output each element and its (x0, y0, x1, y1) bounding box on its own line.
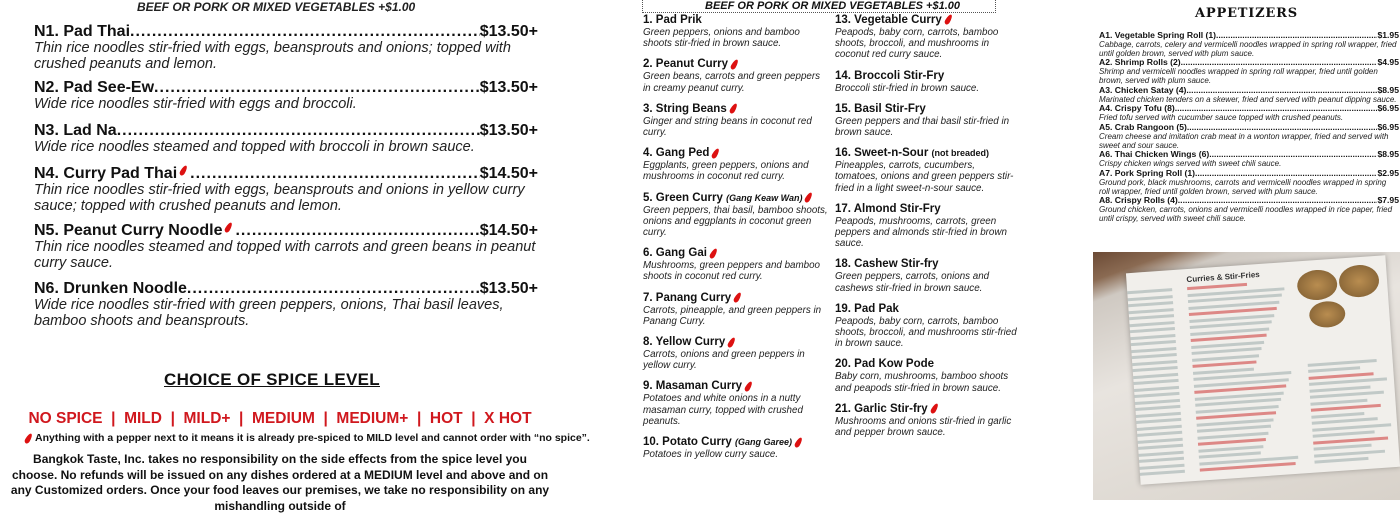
photo-text-line (1131, 347, 1176, 353)
dot-leader (190, 165, 480, 182)
noodle-item (34, 165, 538, 214)
appetizer-item-description: Ground pork, black mushrooms, carrots and vermicelli noodles wrapped in spring roll wrapper, fried until golden brown, served with plum sauce. (1099, 177, 1387, 196)
pepper-icon (711, 147, 721, 159)
noodle-item (34, 23, 538, 72)
appetizer-item-description: Ground chicken, carrots, onions and vermicelli noodles wrapped in rice paper, fried until crispy, served with sweet chili sauce. (1099, 205, 1393, 223)
photo-text-line (1134, 385, 1179, 391)
photo-text-line (1132, 359, 1177, 365)
noodle-item-price: $13.50+ (479, 280, 538, 297)
photo-text-line (1132, 353, 1177, 359)
curry-item (643, 58, 828, 93)
curry-item-description: Baby corn, mushrooms, bamboo shoots and peapods stir-fried in brown sauce. (835, 371, 1009, 394)
noodle-item (34, 79, 538, 112)
photo-text-line (1308, 366, 1360, 373)
header-cut-text: BEEF OR PORK OR MIXED VEGETABLES +$1.00 (137, 0, 416, 14)
appetizer-item (1099, 31, 1399, 58)
curry-item-header (835, 358, 1020, 371)
photo-text-line (1314, 449, 1385, 457)
curry-item-name: 10. Potato Curry (643, 436, 732, 449)
photo-text-line (1128, 295, 1173, 301)
spice-note-text: Anything with a pepper next to it means it is already pre-spiced to MILD level and cannot order with “no spice”. (35, 432, 590, 444)
curry-item-header (835, 403, 1020, 416)
photo-text-line (1314, 444, 1372, 451)
pepper-icon (733, 292, 743, 304)
photo-text-line (1139, 450, 1184, 456)
curry-item-header (643, 380, 828, 393)
appetizer-item-description: Cream cheese and imitation crab meat in a wonton wrapper, fried and served with sweet and sour sauce. (1099, 131, 1389, 150)
curry-item-description: Peapods, mushrooms, carrots, green peppers and almonds stir-fried in brown sauce. (835, 215, 1007, 250)
photo-text-line (1139, 463, 1184, 469)
photo-text-line (1127, 288, 1172, 294)
noodle-item-header (34, 122, 538, 139)
dot-leader (154, 79, 480, 96)
curry-item (835, 303, 1020, 350)
curry-item-description: Green peppers and thai basil stir-fried in brown sauce. (835, 115, 1010, 139)
photo-text-line (1138, 437, 1183, 443)
photo-heading: Curries & Stir-Fries (1186, 270, 1261, 285)
noodle-item-name: N5. Peanut Curry Noodle (34, 222, 223, 239)
curry-item-description: Potatoes and white onions in a nutty masaman curry, topped with crushed peanuts. (643, 393, 803, 427)
appetizer-item-name: A8. Crispy Rolls (4) (1099, 195, 1178, 206)
curry-item-description: Peapods, baby corn, carrots, bamboo shoots, broccoli, and mushrooms stir-fried in brown sauce. (835, 315, 1017, 350)
disclaimer: Bangkok Taste, Inc. takes no responsibility on the side effects from the spice level you choose. No refunds will be issued on any dishes ordered at a MEDIUM level and above and on any Customized orders. Once your food leaves our premises, we take no responsibility on any mishandling outside of (10, 452, 550, 513)
pepper-icon (804, 192, 814, 204)
pepper-icon (224, 221, 234, 233)
appetizer-item-price: $1.95 (1377, 30, 1399, 40)
appetizer-item-name: A6. Thai Chicken Wings (6) (1099, 149, 1210, 160)
curry-item-description: Broccoli stir-fried in brown sauce. (835, 82, 980, 94)
photo-text-line (1311, 404, 1381, 412)
pepper-icon (943, 14, 953, 26)
pepper-icon (728, 103, 738, 115)
curry-item-header (835, 147, 1020, 160)
pepper-icon (727, 336, 737, 348)
header-cut-text: BEEF OR PORK OR MIXED VEGETABLES +$1.00 (705, 0, 960, 12)
curry-item-name: 4. Gang Ped (643, 147, 710, 160)
noodle-item-price: $13.50+ (479, 23, 538, 40)
curry-item-name: 17. Almond Stir-Fry (835, 202, 941, 215)
photo-text-line (1311, 412, 1364, 419)
curries-left-column (643, 14, 828, 469)
menu-sheet-photo (1126, 255, 1400, 485)
curry-item-name: 3. String Beans (643, 102, 727, 115)
curry-item-header (643, 147, 828, 160)
photo-text-line (1137, 424, 1182, 430)
dot-leader (130, 23, 480, 40)
noodle-item-header (34, 79, 538, 96)
spice-note (22, 432, 590, 444)
curry-item-name: 5. Green Curry (643, 191, 723, 204)
curry-item-name: 19. Pad Pak (835, 302, 899, 315)
noodle-item-price: $14.50+ (479, 222, 538, 239)
curry-item (643, 336, 828, 371)
curry-item-description: Peapods, baby corn, carrots, bamboo shoots, broccoli, and mushrooms in coconut red curry sauce. (835, 27, 999, 61)
noodle-item-header (34, 23, 538, 40)
curry-item-name: 14. Broccoli Stir-Fry (835, 69, 945, 82)
curry-item-subtitle: (not breaded) (931, 148, 990, 159)
curry-item-header (643, 336, 828, 349)
food-photo (1338, 264, 1380, 299)
curry-item-subtitle: (Gang Keaw Wan) (726, 192, 803, 203)
pepper-icon (730, 58, 740, 70)
photo-text-line (1313, 436, 1388, 444)
noodle-item-name: N3. Lad Na (34, 122, 117, 139)
curry-item (835, 14, 1020, 61)
noodle-item-name: N2. Pad See-Ew (34, 79, 155, 96)
curry-item-description: Green peppers, thai basil, bamboo shoots, onions and eggplants in coconut green curry. (643, 204, 828, 239)
noodle-item-header (34, 280, 538, 297)
appetizer-item-name: A1. Vegetable Spring Roll (1) (1099, 30, 1216, 40)
curry-item-header (835, 258, 1020, 271)
curry-item-name: 15. Basil Stir-Fry (835, 102, 926, 115)
curry-item-description: Carrots, pineapple, and green peppers in Panang Curry. (643, 304, 822, 327)
curry-item-name: 16. Sweet-n-Sour (835, 147, 929, 160)
photo-text-line (1310, 391, 1384, 399)
curry-item (643, 147, 828, 182)
curry-item-name: 20. Pad Kow Pode (835, 358, 935, 371)
curry-item-name: 6. Gang Gai (643, 247, 707, 260)
appetizer-item-name: A4. Crispy Tofu (8) (1099, 103, 1175, 114)
noodle-item-price: $14.50+ (479, 165, 538, 182)
curry-item-description: Mushrooms, green peppers and bamboo shoots in coconut red curry. (643, 260, 820, 283)
curry-item (643, 247, 828, 282)
curry-item (643, 292, 828, 327)
noodle-item-description: Thin rice noodles stir-fried with eggs, beansprouts and onions; topped with crushed peanuts and lemon. (34, 40, 511, 72)
appetizer-item-description: Fried tofu served with cucumber sauce topped with crushed peanuts. (1099, 113, 1344, 123)
curry-item (643, 14, 828, 49)
curries-menu-panel (630, 0, 1017, 500)
appetizer-item-name: A5. Crab Rangoon (5) (1099, 121, 1187, 132)
photo-text-line (1133, 372, 1178, 378)
photo-text-line (1128, 301, 1173, 307)
curry-item-header (643, 192, 828, 205)
menu-photo (1093, 252, 1400, 500)
curry-item (835, 103, 1020, 138)
appetizer-item (1099, 86, 1399, 105)
noodle-item-name: N4. Curry Pad Thai (34, 165, 178, 182)
curry-item-header (835, 303, 1020, 316)
spice-level-title: CHOICE OF SPICE LEVEL (164, 370, 380, 389)
photo-text-line (1309, 377, 1387, 385)
photo-text-line (1130, 334, 1175, 340)
curry-item-description: Potatoes in yellow curry sauce. (643, 449, 779, 461)
photo-text-line (1136, 411, 1181, 417)
noodle-item-description: Wide rice noodles stir-fried with eggs and broccoli. (34, 96, 357, 112)
photo-text-line (1136, 418, 1181, 424)
appetizer-item-price: $7.95 (1377, 195, 1399, 206)
curry-item-description: Ginger and string beans in coconut red curry. (643, 115, 812, 139)
noodle-item (34, 122, 538, 155)
appetizer-item-description: Crispy chicken wings served with sweet chili sauce. (1099, 159, 1282, 169)
appetizer-item-price: $6.95 (1377, 103, 1399, 114)
curry-item (643, 192, 828, 239)
curries-right-column (835, 14, 1020, 447)
curry-item-name: 7. Panang Curry (643, 291, 732, 304)
curry-item-name: 21. Garlic Stir-fry (835, 402, 928, 415)
curry-item (835, 358, 1020, 393)
photo-text-line (1135, 405, 1180, 411)
appetizer-item (1099, 58, 1399, 85)
photo-text-line (1133, 366, 1178, 372)
appetizer-item-price: $6.95 (1377, 121, 1399, 132)
curry-item-header (643, 103, 828, 116)
food-photo (1308, 300, 1346, 328)
pepper-icon (929, 403, 939, 415)
photo-text-line (1308, 359, 1377, 367)
dot-leader (117, 122, 480, 139)
noodle-item-description: Wide rice noodles stir-fried with green peppers, onions, Thai basil leaves, bamboo shoots and beansprouts. (34, 297, 504, 329)
curry-item (643, 380, 828, 427)
photo-text-line (1135, 398, 1180, 404)
photo-text-line (1140, 470, 1185, 476)
photo-text-line (1139, 457, 1184, 463)
curry-item-name: 2. Peanut Curry (643, 58, 728, 71)
curry-item-name: 9. Masaman Curry (643, 380, 743, 393)
curry-item-description: Carrots, onions and green peppers in yellow curry. (643, 349, 805, 372)
curry-item (643, 103, 828, 138)
curry-item-header (835, 103, 1020, 116)
curry-item (835, 258, 1020, 293)
noodle-item-description: Wide rice noodles steamed and topped with broccoli in brown sauce. (34, 139, 475, 155)
pepper-icon (709, 247, 719, 259)
appetizer-list (1099, 31, 1399, 224)
spice-levels: NO SPICE | MILD | MILD+ | MEDIUM | MEDIUM+ | HOT | X HOT (28, 410, 532, 427)
curry-item-header (643, 436, 828, 449)
appetizer-item-price: $8.95 (1377, 149, 1399, 160)
photo-text-line (1129, 321, 1174, 327)
curry-item-header (835, 14, 1020, 27)
photo-text-line (1129, 308, 1174, 314)
curry-item-header (643, 247, 828, 260)
curry-item-header (643, 292, 828, 305)
photo-text-line (1134, 392, 1179, 398)
photo-text-line (1312, 423, 1391, 432)
appetizers-title: APPETIZERS (1195, 6, 1298, 21)
appetizer-item-price: $2.95 (1377, 167, 1399, 178)
curry-item-name: 8. Yellow Curry (643, 336, 726, 349)
photo-text-line (1137, 431, 1182, 437)
appetizer-item-name: A3. Chicken Satay (4) (1099, 84, 1187, 95)
curry-item-description: Pineapples, carrots, cucumbers, tomatoes, onions and green peppers stir-fried in a light sweet-n-sour sauce. (835, 160, 1014, 194)
curry-item-description: Eggplants, green peppers, onions and mushrooms in coconut red curry. (643, 160, 809, 183)
curry-item-description: Mushrooms and onions stir-fried in garlic and pepper brown sauce. (835, 415, 1012, 439)
photo-text-line (1131, 340, 1176, 346)
curry-item-header (643, 14, 828, 27)
curry-item-header (835, 203, 1020, 216)
appetizer-item-price: $8.95 (1377, 84, 1399, 95)
noodle-item-description: Thin rice noodles stir-fried with eggs, beansprouts and onions in yellow curry sauce; topped with crushed peanuts and lemon. (34, 182, 525, 214)
appetizer-item (1099, 123, 1399, 150)
appetizer-item-description: Shrimp and vermicelli noodles wrapped in spring roll wrapper, fried until golden brown, served with plum sauce. (1099, 67, 1378, 85)
curry-item (835, 70, 1020, 94)
pepper-icon (794, 436, 804, 448)
curry-item (835, 147, 1020, 194)
pepper-icon (744, 380, 754, 392)
appetizer-item-price: $4.95 (1377, 57, 1399, 68)
photo-text-line (1134, 379, 1179, 385)
appetizer-item-name: A2. Shrimp Rolls (2) (1099, 57, 1181, 68)
curry-item-header (835, 70, 1020, 83)
noodle-item-description: Thin rice noodles steamed and topped with carrots and green beans in peanut curry sauce. (34, 239, 536, 271)
noodle-item-name: N1. Pad Thai (34, 23, 131, 40)
noodle-item-price: $13.50+ (479, 122, 538, 139)
appetizer-item-name: A7. Pork Spring Roll (1) (1099, 167, 1195, 178)
noodle-item-header (34, 222, 538, 239)
curry-item-name: 18. Cashew Stir-fry (835, 258, 939, 271)
food-photo (1296, 269, 1338, 302)
noodle-item-name: N6. Drunken Noodle (34, 280, 187, 297)
curry-item-name: 13. Vegetable Curry (835, 14, 942, 26)
noodle-item-header (34, 165, 538, 182)
noodle-item-price: $13.50+ (479, 79, 538, 96)
curry-item-description: Green beans, carrots and green peppers in creamy peanut curry. (643, 71, 820, 94)
curry-item (835, 203, 1020, 250)
appetizer-item-description: Cabbage, carrots, celery and vermicelli noodles wrapped in spring roll wrapper, fried until golden brown, served with plum sauce. (1099, 39, 1397, 58)
pepper-icon (179, 164, 189, 176)
curry-item (835, 403, 1020, 438)
pepper-icon (24, 432, 34, 444)
appetizer-item (1099, 196, 1399, 223)
appetizers-menu-panel (1093, 0, 1400, 500)
curry-item-name: 1. Pad Prik (643, 14, 702, 26)
curry-item-subtitle: (Gang Garee) (735, 437, 793, 448)
noodle-item (34, 280, 538, 329)
curry-item-description: Green peppers, onions and bamboo shoots stir-fried in brown sauce. (643, 27, 800, 50)
appetizer-item-description: Marinated chicken tenders on a skewer, fried and served with peanut dipping sauce. (1099, 94, 1397, 104)
curry-item-header (643, 58, 828, 71)
photo-text-line (1310, 398, 1367, 405)
appetizer-item (1099, 150, 1399, 169)
dot-leader (235, 222, 479, 239)
appetizer-item (1099, 169, 1399, 196)
photo-text-line (1314, 457, 1368, 464)
photo-text-line (1138, 444, 1183, 450)
curry-item (643, 436, 828, 460)
noodle-item (34, 222, 538, 271)
photo-text-line (1129, 314, 1174, 320)
dot-leader (187, 280, 480, 297)
photo-text-line (1130, 327, 1175, 333)
appetizer-item (1099, 104, 1399, 123)
curry-item-description: Green peppers, carrots, onions and cashews stir-fried in brown sauce. (835, 271, 990, 294)
noodles-menu-panel (0, 0, 590, 513)
